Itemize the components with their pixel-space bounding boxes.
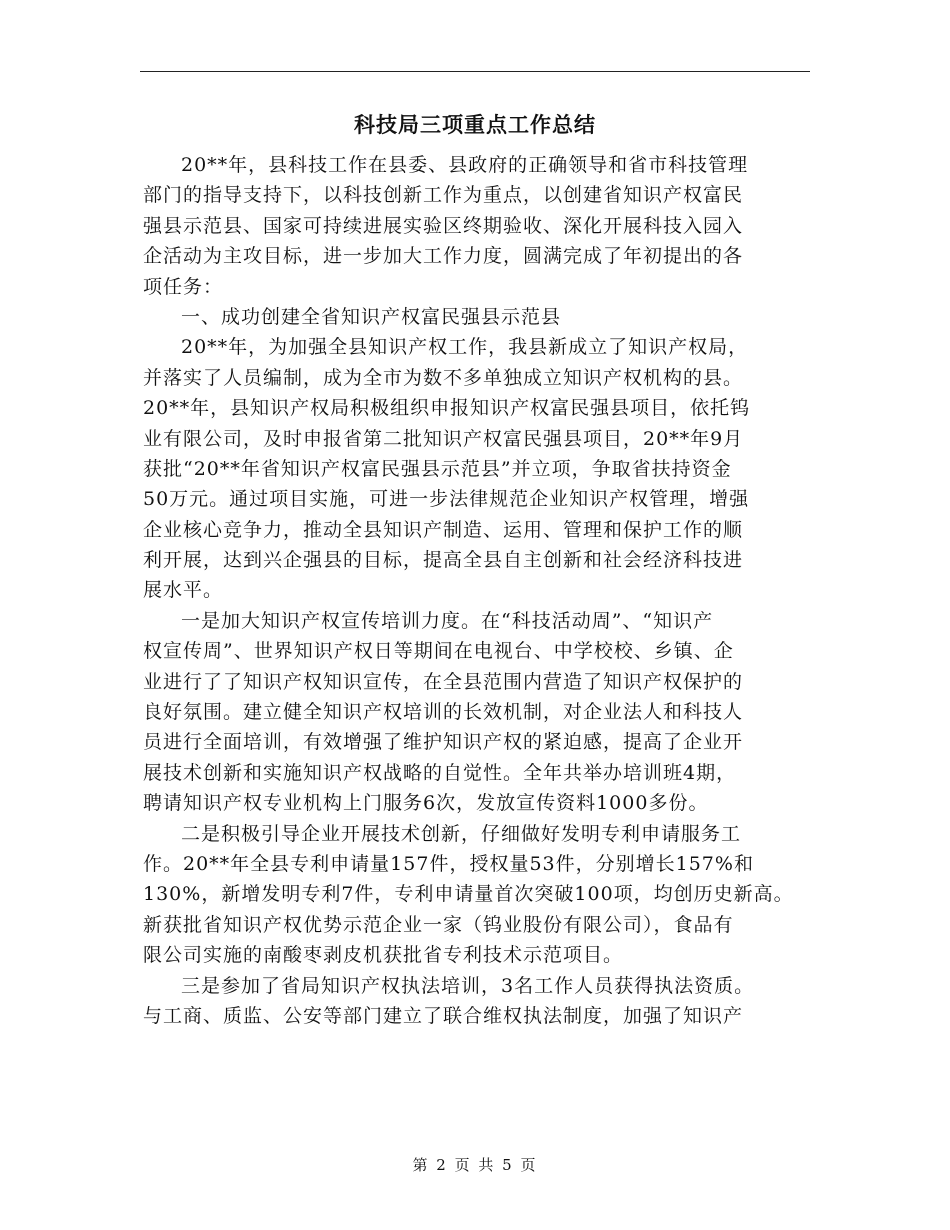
text-line: 获批“20**年省知识产权富民强县示范县”并立项，争取省扶持资金 bbox=[143, 457, 732, 480]
text-line: 20**年，为加强全县知识产权工作，我县新成立了知识产权局， bbox=[181, 336, 749, 359]
text-line: 一、成功创建全省知识产权富民强县示范县 bbox=[181, 305, 562, 328]
text-line: 良好氛围。建立健全知识产权培训的长效机制，对企业法人和科技人 bbox=[143, 701, 744, 724]
text-line: 企活动为主攻目标，进一步加大工作力度，圆满完成了年初提出的各 bbox=[143, 245, 744, 268]
document-title: 科技局三项重点工作总结 bbox=[354, 112, 596, 137]
text-line: 业有限公司，及时申报省第二批知识产权富民强县项目，20**年9月 bbox=[143, 427, 744, 450]
document-body bbox=[143, 150, 813, 1031]
text-line: 员进行全面培训，有效增强了维护知识产权的紧迫感，提高了企业开 bbox=[143, 731, 744, 754]
text-line: 展技术创新和实施知识产权战略的自觉性。全年共举办培训班4期， bbox=[143, 761, 737, 784]
text-line: 与工商、质监、公安等部门建立了联合维权执法制度，加强了知识产 bbox=[143, 1004, 744, 1027]
text-line: 三是参加了省局知识产权执法培训，3名工作人员获得执法资质。 bbox=[181, 974, 755, 997]
text-line: 聘请知识产权专业机构上门服务6次，发放宣传资料1000多份。 bbox=[143, 792, 709, 815]
text-line: 限公司实施的南酸枣剥皮机获批省专利技术示范项目。 bbox=[143, 944, 624, 967]
text-line: 20**年，县科技工作在县委、县政府的正确领导和省市科技管理 bbox=[181, 154, 749, 176]
text-line: 130%，新增发明专利7件，专利申请量首次突破100项，均创历史新高。 bbox=[143, 883, 794, 906]
text-line: 权宣传周”、世界知识产权日等期间在电视台、中学校校、乡镇、企 bbox=[143, 640, 734, 663]
text-line: 新获批省知识产权优势示范企业一家（钨业股份有限公司），食品有 bbox=[143, 913, 734, 936]
text-line: 业进行了了知识产权知识宣传，在全县范围内营造了知识产权保护的 bbox=[143, 670, 744, 693]
header-rule bbox=[140, 71, 810, 72]
text-line: 20**年，县知识产权局积极组织申报知识产权富民强县项目，依托钨 bbox=[143, 397, 751, 420]
text-line: 部门的指导支持下，以科技创新工作为重点，以创建省知识产权富民 bbox=[143, 184, 744, 207]
text-line: 展水平。 bbox=[143, 579, 224, 602]
text-line: 强县示范县、国家可持续进展实验区终期验收、深化开展科技入园入 bbox=[143, 214, 744, 237]
page-footer: 第 2 页 共 5 页 bbox=[412, 1156, 538, 1174]
text-line: 一是加大知识产权宣传培训力度。在“科技活动周”、“知识产 bbox=[181, 609, 714, 632]
text-line: 50万元。通过项目实施，可进一步法律规范企业知识产权管理，增强 bbox=[143, 488, 750, 511]
text-line: 利开展，达到兴企强县的目标，提高全县自主创新和社会经济科技进 bbox=[143, 549, 744, 572]
text-line: 企业核心竞争力，推动全县知识产制造、运用、管理和保护工作的顺 bbox=[143, 518, 744, 541]
text-line: 并落实了人员编制，成为全市为数不多单独成立知识产权机构的县。 bbox=[143, 366, 744, 389]
text-line: 作。20**年全县专利申请量157件，授权量53件，分别增长157%和 bbox=[143, 852, 754, 875]
text-line: 二是积极引导企业开展技术创新，仔细做好发明专利申请服务工 bbox=[181, 822, 742, 845]
text-line: 项任务： bbox=[143, 275, 224, 298]
